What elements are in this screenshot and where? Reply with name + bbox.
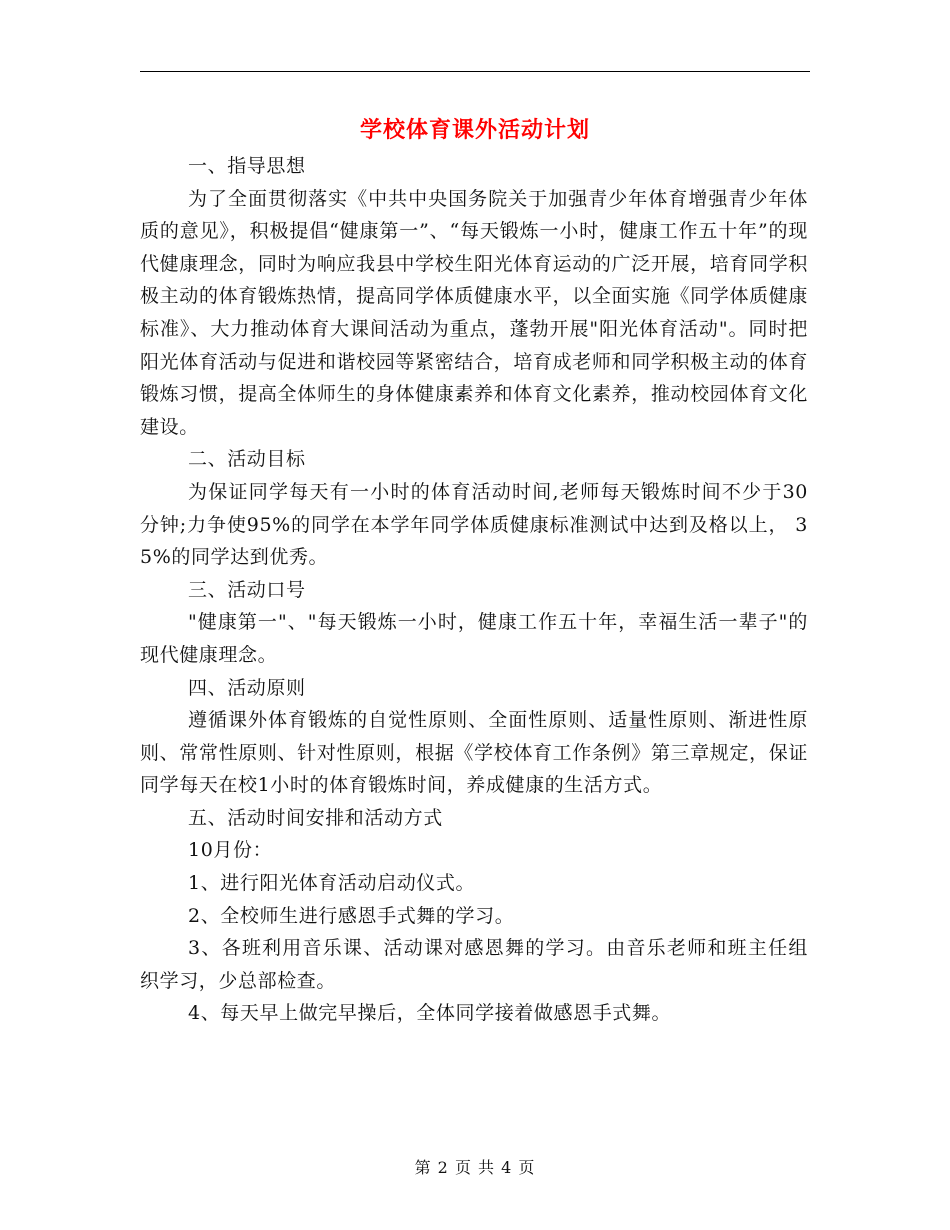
list-item: 4、每天早上做完早操后，全体同学接着做感恩手式舞。 <box>188 1002 672 1025</box>
section-heading-activity-slogan: 三、活动口号 <box>188 578 306 601</box>
document-title: 学校体育课外活动计划 <box>359 117 590 143</box>
paragraph-activity-slogan: "健康第一"、"每天锻炼一小时，健康工作五十年，幸福生活一辈子"的现代健康理念。 <box>140 611 808 666</box>
section-heading-activity-principles: 四、活动原则 <box>188 676 306 699</box>
section-heading-activity-goals: 二、活动目标 <box>188 448 306 471</box>
paragraph-guiding-ideology: 为了全面贯彻落实《中共中央国务院关于加强青少年体育增强青少年体质的意见》，积极提倡“健康第一”、“每天锻炼一小时，健康工作五十年”的现代健康理念，同时为响应我县中学校生阳光体育运动的广泛开展，培育同学积极主动的体育锻炼热情，提高同学体质健康水平，以全面实施《同学体质健康标准》、大力推动体育大课间活动为重点，蓬勃开展"阳光体育活动"。同时把阳光体育活动与促进和谐校园等紧密结合，培育成老师和同学积极主动的体育锻炼习惯，提高全体师生的身体健康素养和体育文化素养，推动校园体育文化建设。 <box>140 187 808 438</box>
paragraph-activity-principles: 遵循课外体育锻炼的自觉性原则、全面性原则、适量性原则、渐进性原则、常常性原则、针对性原则，根据《学校体育工作条例》第三章规定，保证同学每天在校1小时的体育锻炼时间，养成健康的生活方式。 <box>140 709 808 797</box>
list-item: 2、全校师生进行感恩手式舞的学习。 <box>188 904 515 927</box>
section-heading-schedule: 五、活动时间安排和活动方式 <box>188 806 443 829</box>
list-item: 3、各班利用音乐课、活动课对感恩舞的学习。由音乐老师和班主任组织学习，少总部检查。 <box>140 937 808 992</box>
header-rule <box>140 71 810 72</box>
list-item: 1、进行阳光体育活动启动仪式。 <box>188 872 476 895</box>
paragraph-activity-goals: 为保证同学每天有一小时的体育活动时间,老师每天锻炼时间不少于30分钟;力争使95%的同学在本学年同学体质健康标准测试中达到及格以上， 35%的同学达到优秀。 <box>140 480 808 569</box>
document-body <box>140 150 808 1030</box>
month-label-october: 10月份： <box>188 839 273 862</box>
page-number-footer: 第 2 页 共 4 页 <box>414 1158 536 1177</box>
section-heading-guiding-ideology: 一、指导思想 <box>188 155 306 177</box>
